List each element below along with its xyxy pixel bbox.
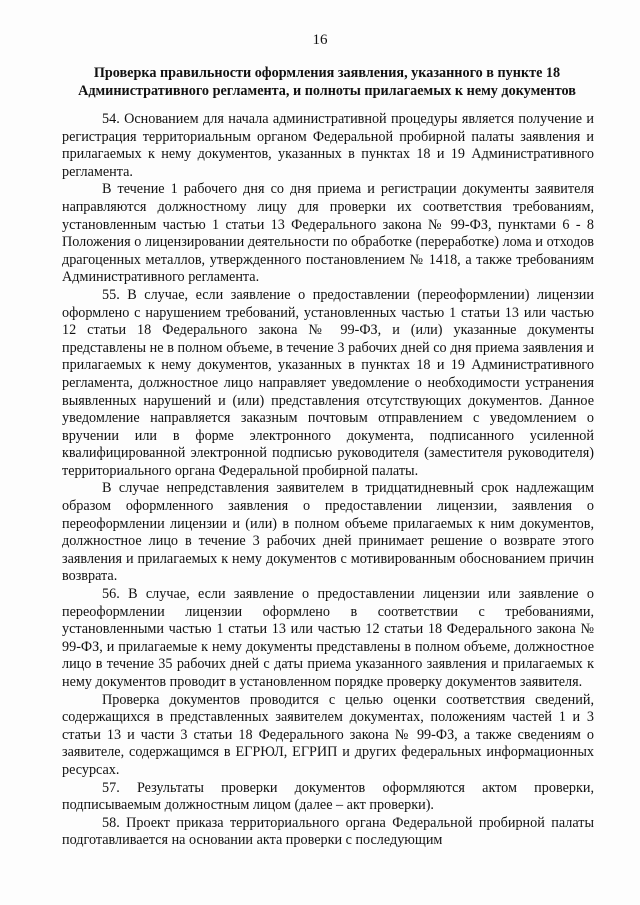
paragraph-58: 58. Проект приказа территориального органа Федеральной пробирной палаты подготавливается на основании акта проверки с последующим xyxy=(62,814,594,849)
paragraph-56: 56. В случае, если заявление о предоставлении лицензии или заявление о переоформлении лицензии оформлено в соответствии с требованиями, установленными частью 1 статьи 13 или частью 12 статьи 18 Федерального закона № 99-ФЗ, и прилагаемые к нему документы представлены в полном объеме, должностное лицо в течение 35 рабочих дней с даты приема указанного заявления и прилагаемых к нему документов проводит в установленном порядке проверку документов заявителя. xyxy=(62,586,594,690)
page-number: 16 xyxy=(312,32,328,48)
paragraph-55-continued: В случае непредставления заявителем в тридцатидневный срок надлежащим образом оформленного заявления о предоставлении лицензии, заявления о переоформлении лицензии и (или) в полном объеме прилагаемых к ним документов, должностное лицо в течение 3 рабочих дней принимает решение о возврате этого заявления и прилагаемых к нему документов с мотивированным обоснованием причин возврата. xyxy=(62,480,594,585)
section-heading: Проверка правильности оформления заявления, указанного в пункте 18 Административного регламента, и полноты прилагаемых к нему документов xyxy=(78,65,576,99)
paragraph-54: 54. Основанием для начала административной процедуры является получение и регистрация территориальным органом Федеральной пробирной палаты заявления и прилагаемых к нему документов, указанных в пунктах 18 и 19 Административного регламента. xyxy=(62,111,594,180)
paragraph-55: 55. В случае, если заявление о предоставлении (переоформлении) лицензии оформлено с нарушением требований, установленных частью 1 статьи 13 или частью 12 статьи 18 Федерального закона № 99-ФЗ, и (или) указанные документы представлены не в полном объеме, в течение 3 рабочих дней со дня приема заявления и прилагаемых к нему документов, указанных в пунктах 18 и 19 Административного регламента, должностное лицо направляет уведомление о необходимости устранения выявленных нарушений и (или) представления отсутствующих документов. Данное уведомление направляется заказным почтовым отправлением с уведомлением о вручении или в форме электронного документа, подписанного усиленной квалифицированной электронной подписью руководителя (заместителя руководителя) территориального органа Федеральной пробирной палаты. xyxy=(62,286,594,479)
paragraph-54-continued: В течение 1 рабочего дня со дня приема и регистрации документы заявителя направляются должностному лицу для проверки их соответствия требованиям, установленным частью 1 статьи 13 Федерального закона № 99-ФЗ, пунктами 6 - 8 Положения о лицензировании деятельности по обработке (переработке) лома и отходов драгоценных металлов, утвержденного постановлением № 1418, а также требованиям Административного регламента. xyxy=(62,181,594,286)
paragraph-56-continued: Проверка документов проводится с целью оценки соответствия сведений, содержащихся в представленных заявителем документах, положениям частей 1 и 3 статьи 13 и части 3 статьи 18 Федерального закона № 99-ФЗ, а также сведениям о заявителе, содержащимся в ЕГРЮЛ, ЕГРИП и других федеральных информационных ресурсах. xyxy=(62,691,594,778)
document-body xyxy=(62,111,594,850)
paragraph-57: 57. Результаты проверки документов оформляются актом проверки, подписываемым должностным лицом (далее – акт проверки). xyxy=(62,779,594,814)
